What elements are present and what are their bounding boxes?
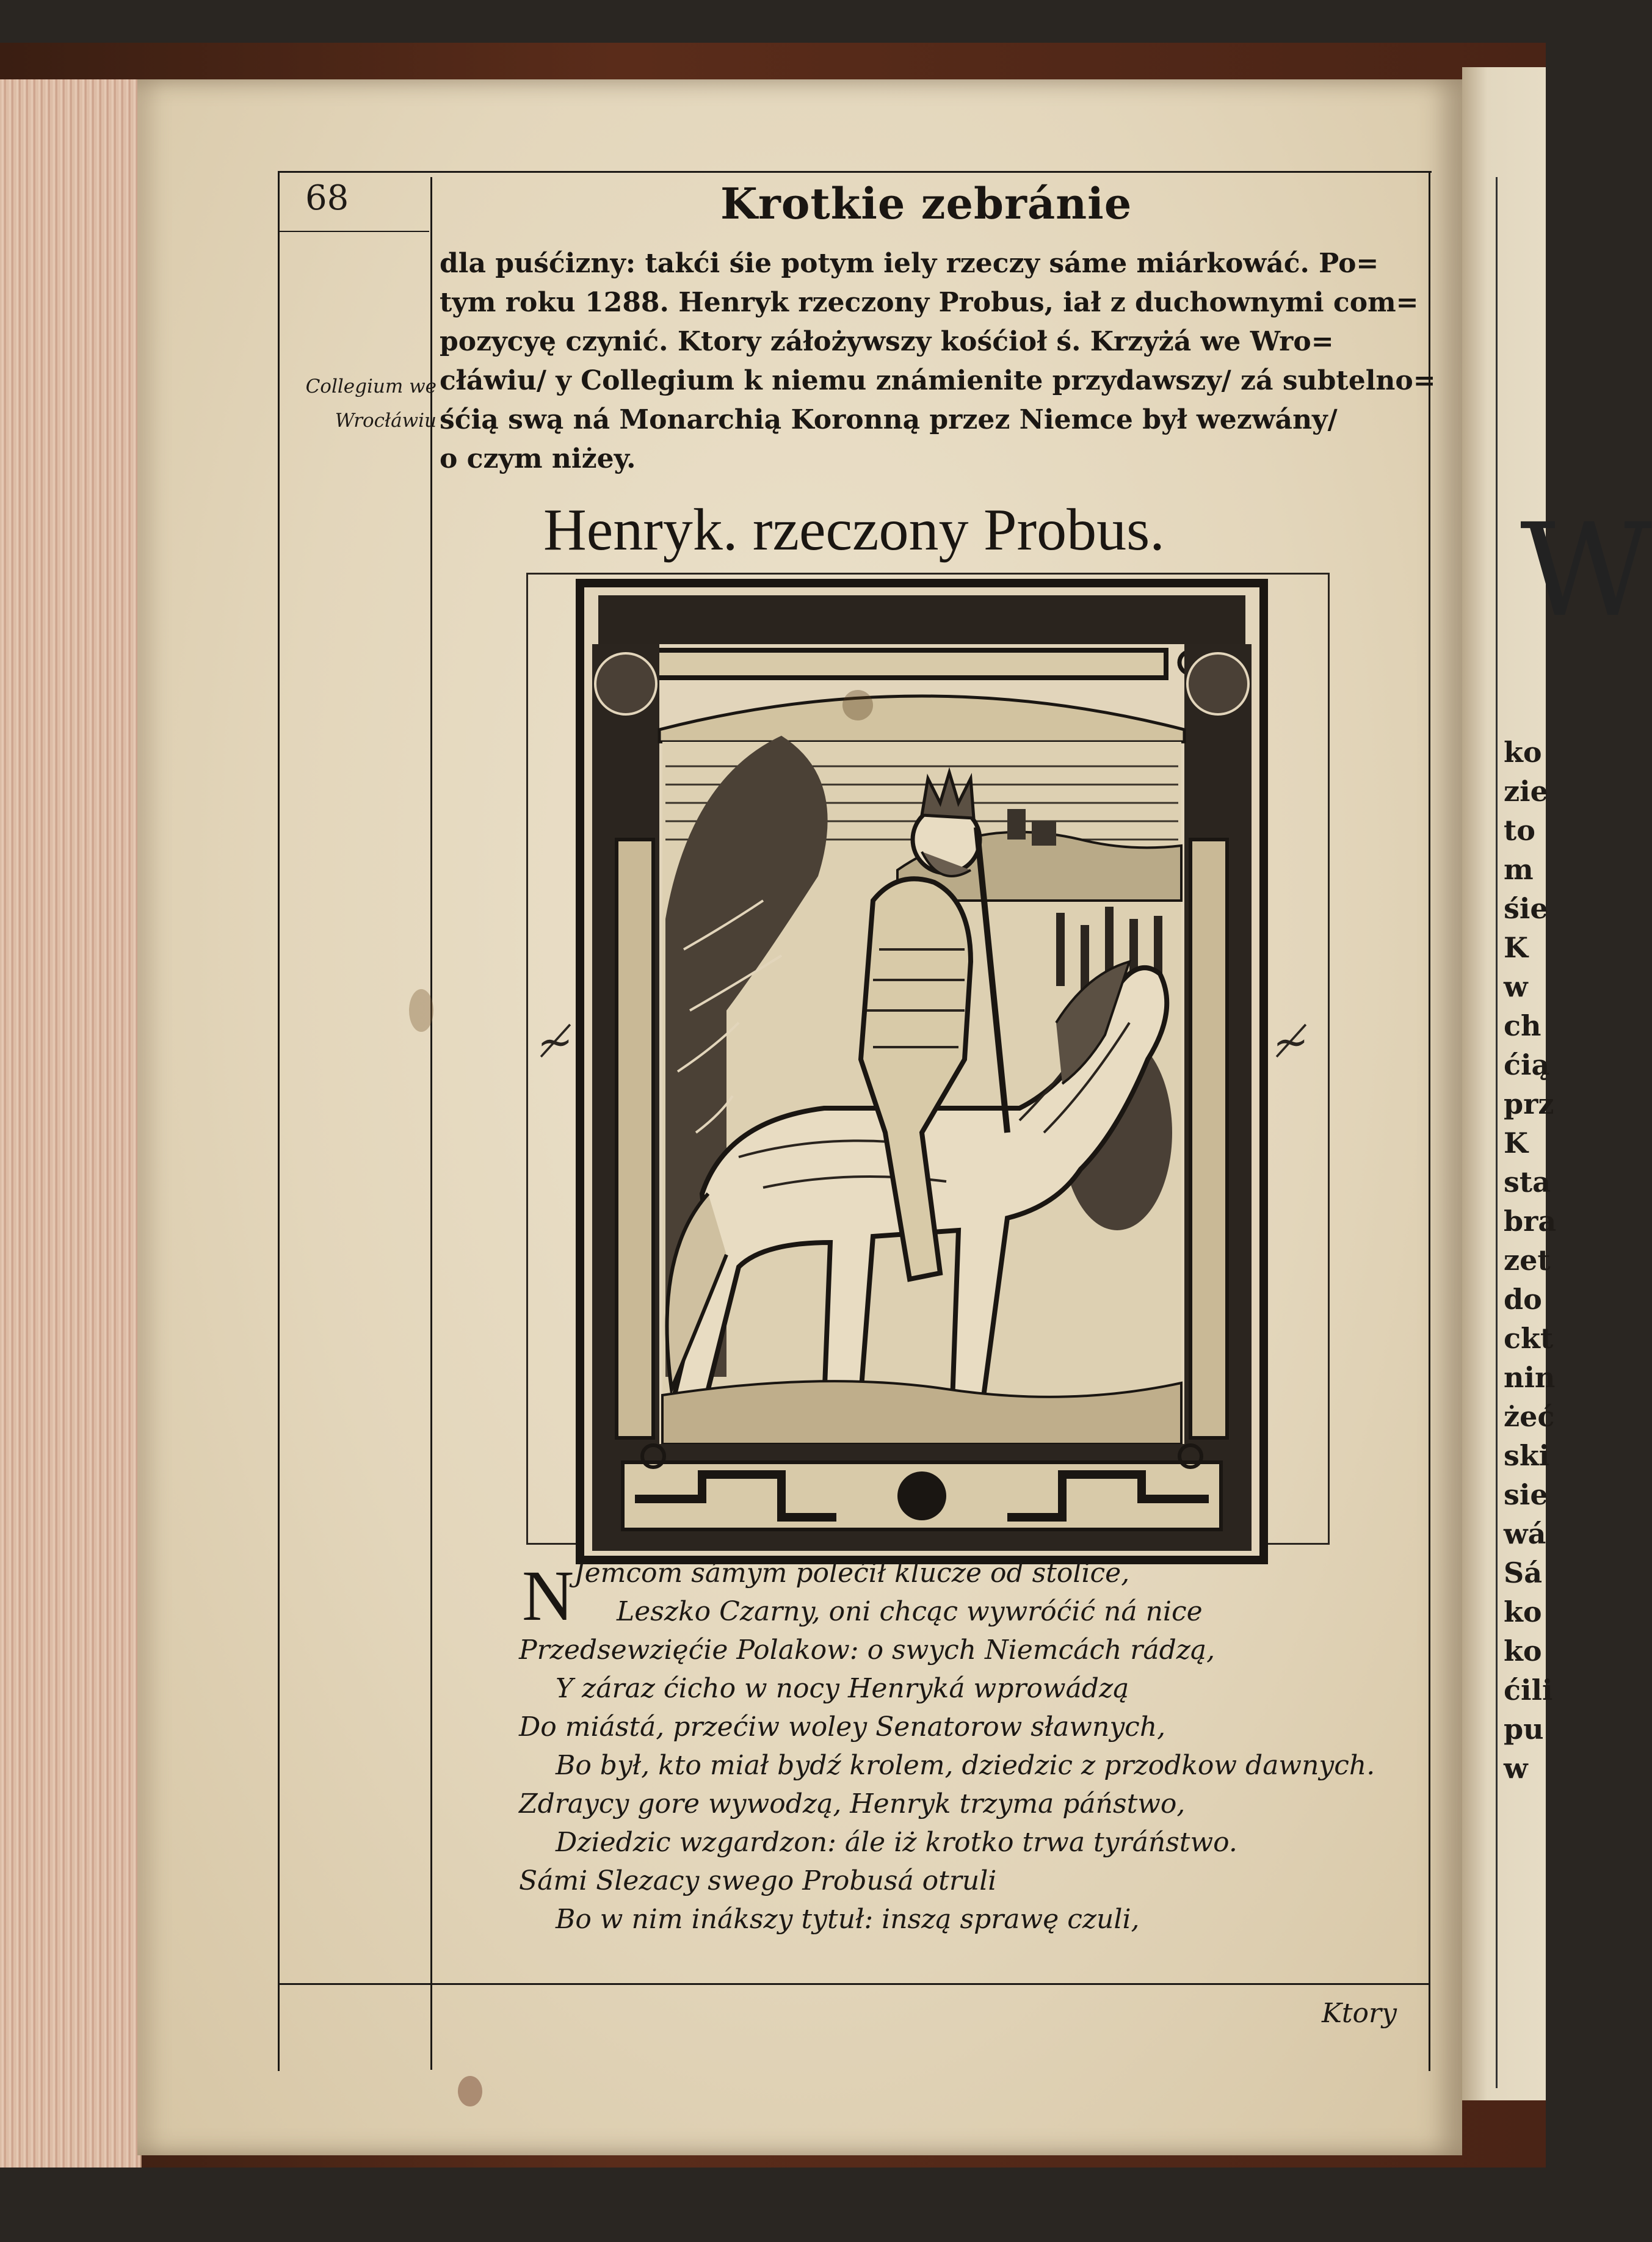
verse-initial-letter: N — [522, 1556, 574, 1636]
next-page-fragment: wá — [1504, 1517, 1546, 1550]
bottom-rule — [280, 1983, 1430, 1985]
next-page-fragment: sta — [1504, 1166, 1551, 1199]
next-page-fragment: w — [1504, 970, 1528, 1003]
left-outer-rule — [278, 172, 280, 2071]
next-page-fragment: K — [1504, 931, 1528, 964]
stain — [409, 989, 433, 1032]
next-page-fragment: pu — [1504, 1713, 1544, 1746]
next-page-fragment: ckt — [1504, 1322, 1554, 1355]
verse-line: Przedsewzięćie Polakow: o swych Niemcách rádzą, — [519, 1634, 1215, 1666]
next-page-fragment: prz — [1504, 1087, 1554, 1120]
body-line: tym roku 1288. Henryk rzeczony Probus, iał z duchownymi com= — [440, 287, 1419, 318]
next-page-fragment: ćili — [1504, 1674, 1553, 1707]
margin-rule — [430, 177, 432, 2070]
verse-line: Dziedzic wzgardzon: ále iż krotko trwa tyráństwo. — [556, 1827, 1237, 1858]
next-page-fragments — [1504, 733, 1557, 1788]
body-line: o czym niżey. — [440, 443, 636, 474]
next-page-fragment: zie — [1504, 775, 1548, 808]
verse-block — [519, 1554, 1422, 1939]
next-page-fragment: ski — [1504, 1439, 1550, 1472]
verse-line: Leszko Czarny, oni chcąc wywróćić ná nice — [617, 1596, 1203, 1627]
next-page-fragment: Sá — [1504, 1556, 1543, 1589]
next-page-fragment: m — [1504, 853, 1534, 886]
stain — [458, 2076, 482, 2106]
margin-note-line: Collegium we — [305, 375, 437, 397]
next-page-fragment: ćią — [1504, 1048, 1550, 1081]
margin-note-line: Wrocłáwiu — [335, 410, 437, 432]
next-page-fragment: w — [1504, 1752, 1528, 1785]
next-page-fragment: do — [1504, 1283, 1542, 1316]
next-page-fragment: sie — [1504, 1478, 1548, 1511]
stain — [842, 690, 873, 720]
catchword: Ktory — [1322, 1998, 1397, 2029]
next-page-fragment: ch — [1504, 1009, 1542, 1042]
verse-line: Sámi Slezacy swego Probusá otruli — [519, 1865, 997, 1896]
margin-note — [278, 369, 437, 438]
woodcut-illustration — [580, 583, 1264, 1560]
next-page-fragment: ko — [1504, 1595, 1542, 1628]
verse-line: Zdraycy gore wywodzą, Henryk trzyma páństwo, — [519, 1788, 1186, 1819]
body-line: dla puśćizny: takći śie potym iely rzeczy sáme miárkowáć. Po= — [440, 248, 1379, 279]
running-title: Krotkie zebránie — [720, 178, 1132, 229]
ornament-left: ≁ — [537, 1017, 573, 1067]
next-page-initial: W — [1520, 496, 1652, 645]
next-page-fragment: ko — [1504, 1634, 1542, 1667]
next-page-fragment: nin — [1504, 1361, 1556, 1394]
verse-line: Jemcom sámym polećił klucze od stolice, — [574, 1558, 1130, 1589]
header-divider — [280, 231, 429, 232]
verse-line: Bo był, kto miał bydź krolem, dziedzic z przodkow dawnych. — [556, 1750, 1375, 1781]
next-page-fragment: bra — [1504, 1205, 1557, 1238]
body-text — [440, 244, 1435, 479]
page-edges — [0, 79, 142, 2168]
next-page-fragment: ko — [1504, 736, 1542, 769]
next-page-fragment: to — [1504, 814, 1535, 847]
verse-line: Bo w nim inákszy tytuł: inszą sprawę czuli, — [556, 1904, 1140, 1935]
page-number: 68 — [305, 178, 349, 218]
next-page-fragment: śie — [1504, 892, 1548, 925]
verse-line: Y záraz ćicho w nocy Henryká wprowádzą — [556, 1673, 1129, 1704]
next-page-edge — [1462, 67, 1652, 2100]
next-page-fragment: K — [1504, 1126, 1528, 1159]
section-heading: Henryk. rzeczony Probus. — [543, 497, 1165, 563]
top-rule — [278, 171, 1432, 173]
ornament-right: ≁ — [1273, 1017, 1309, 1067]
next-page-fragment: zet — [1504, 1244, 1551, 1277]
next-page-fragment: żeć — [1504, 1400, 1555, 1433]
body-line: śćią swą ná Monarchią Koronną przez Niemce był wezwány/ — [440, 404, 1338, 435]
body-line: cłáwiu/ y Collegium k niemu známienite przydawszy/ zá subtelno= — [440, 365, 1436, 396]
verse-line: Do miástá, przećiw woley Senatorow sławnych, — [519, 1711, 1166, 1743]
body-line: pozycyę czynić. Ktory záłożywszy kośćioł ś. Krzyżá we Wro= — [440, 326, 1334, 357]
